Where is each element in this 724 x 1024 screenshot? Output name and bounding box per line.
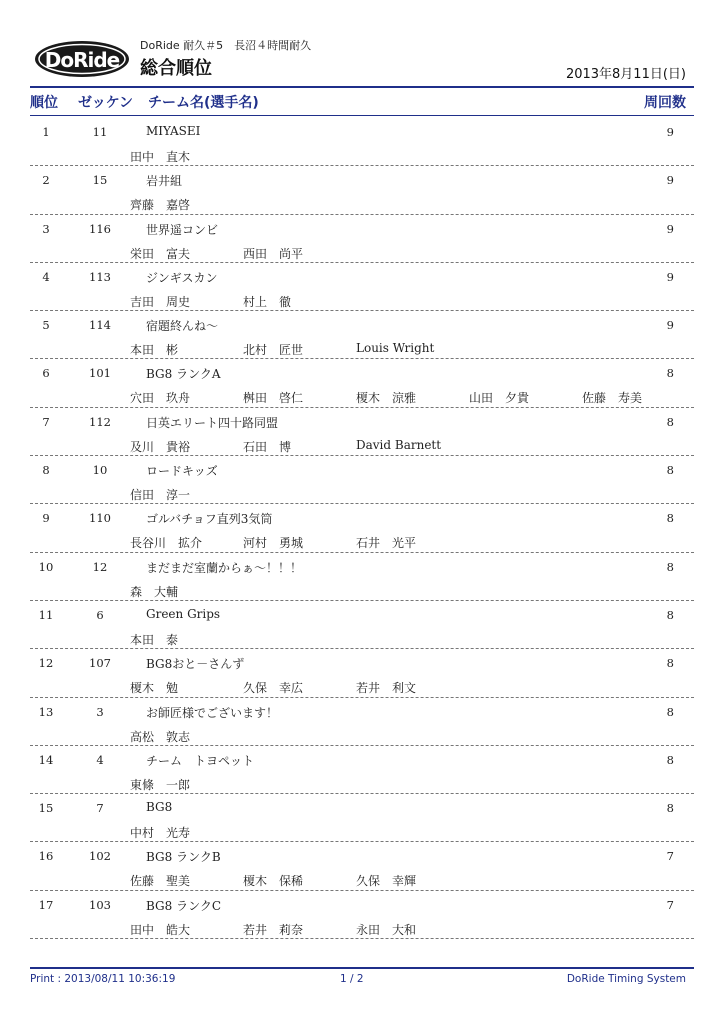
table-row <box>30 649 694 697</box>
rank-cell: 9 <box>42 511 50 526</box>
print-timestamp: Print : 2013/08/11 10:36:19 <box>30 973 176 985</box>
team-name: Green Grips <box>146 606 221 621</box>
table-row <box>30 118 694 166</box>
rank-cell: 8 <box>42 463 50 478</box>
laps-cell: 8 <box>666 656 674 671</box>
rider-name: 桝田 啓仁 <box>243 391 304 406</box>
header-divider <box>30 86 694 88</box>
system-name: DoRide Timing System <box>566 973 686 985</box>
laps-cell: 8 <box>666 801 674 816</box>
laps-cell: 7 <box>666 849 674 864</box>
rider-list <box>130 438 469 455</box>
team-name: ジンギスカン <box>146 270 218 285</box>
rank-cell: 12 <box>38 656 54 671</box>
laps-cell: 8 <box>666 607 674 622</box>
doride-logo <box>34 40 130 78</box>
team-name: 岩井組 <box>146 174 183 189</box>
team-name: まだまだ室蘭からぁ～！！！ <box>146 560 303 575</box>
rank-cell: 2 <box>42 173 50 188</box>
number-cell: 102 <box>89 849 111 864</box>
column-laps-label: 周回数 <box>644 95 686 111</box>
rider-list <box>130 921 469 938</box>
table-row <box>30 698 694 746</box>
rider-name: Louis Wright <box>356 341 435 356</box>
rider-name: 及川 貴裕 <box>130 439 191 454</box>
rider-name: 久保 幸広 <box>243 681 304 696</box>
table-row <box>30 408 694 456</box>
column-rank-label: 順位 <box>30 95 58 111</box>
rider-name: 若井 利文 <box>356 681 417 696</box>
table-row <box>30 842 694 890</box>
laps-cell: 8 <box>666 704 674 719</box>
rider-name: 永田 大和 <box>356 922 417 937</box>
rider-list <box>130 534 469 551</box>
team-name: 日英エリート四十路同盟 <box>146 415 279 430</box>
laps-cell: 8 <box>666 559 674 574</box>
team-name: 世界遥コンビ <box>146 222 219 237</box>
laps-cell: 9 <box>666 221 674 236</box>
rider-list <box>130 583 243 600</box>
laps-cell: 9 <box>666 269 674 284</box>
rider-list <box>130 196 243 213</box>
rank-cell: 16 <box>38 849 54 864</box>
rider-name: 若井 莉奈 <box>243 922 304 937</box>
table-row <box>30 263 694 311</box>
laps-cell: 8 <box>666 463 674 478</box>
table-row <box>30 504 694 552</box>
race-date: 2013年8月11日(日) <box>565 67 686 82</box>
rider-list <box>130 631 243 648</box>
table-row <box>30 359 694 407</box>
number-cell: 116 <box>89 221 111 236</box>
laps-cell: 9 <box>666 318 674 333</box>
table-row <box>30 794 694 842</box>
number-cell: 7 <box>96 801 104 816</box>
results-table <box>30 118 694 939</box>
rank-cell: 13 <box>38 704 54 719</box>
rider-list <box>130 341 469 358</box>
rider-name: 長谷川 拡介 <box>130 536 203 551</box>
rank-cell: 7 <box>42 414 50 429</box>
number-cell: 6 <box>96 607 104 622</box>
event-title: DoRide 耐久＃5 長沼４時間耐久 <box>140 39 312 52</box>
page-title: 総合順位 <box>140 58 212 79</box>
rider-list <box>130 728 243 745</box>
rider-list <box>130 872 469 889</box>
rank-cell: 5 <box>42 318 50 333</box>
rider-name: 西田 尚平 <box>243 246 304 261</box>
team-name: BG8 ランクC <box>146 898 222 913</box>
number-cell: 114 <box>89 318 111 333</box>
laps-cell: 9 <box>666 125 674 139</box>
rider-name: 榎木 涼雅 <box>356 391 417 406</box>
team-name: BG8 ランクA <box>146 367 221 382</box>
column-header-divider <box>30 115 694 116</box>
table-row <box>30 456 694 504</box>
rank-cell: 10 <box>38 559 54 574</box>
column-header <box>30 90 686 114</box>
rider-name: 榎木 保稀 <box>243 874 304 889</box>
table-row <box>30 601 694 649</box>
number-cell: 112 <box>89 414 111 429</box>
laps-cell: 8 <box>666 511 674 526</box>
number-cell: 110 <box>89 511 111 526</box>
laps-cell: 9 <box>666 173 674 188</box>
rider-name: 石井 光平 <box>356 536 417 551</box>
laps-cell: 7 <box>666 897 674 912</box>
rank-cell: 3 <box>42 221 50 236</box>
rider-list <box>130 679 469 696</box>
rider-name: 高松 敦志 <box>130 729 191 744</box>
rider-list <box>130 148 243 165</box>
column-number-label: ゼッケン <box>78 95 134 111</box>
rank-cell: 11 <box>38 607 54 622</box>
laps-cell: 8 <box>666 752 674 767</box>
number-cell: 10 <box>92 463 108 478</box>
column-team-label: チーム名(選手名) <box>148 95 259 111</box>
rider-name: 久保 幸輝 <box>356 874 417 889</box>
rank-cell: 6 <box>42 366 50 381</box>
page-number: 1 / 2 <box>340 973 364 985</box>
rider-name: 本田 泰 <box>130 632 179 647</box>
number-cell: 103 <box>89 897 111 912</box>
team-name: 宿題終んね～ <box>146 319 219 334</box>
rider-name: 穴田 玖舟 <box>130 391 191 406</box>
number-cell: 4 <box>96 752 104 767</box>
rider-name: 栄田 富夫 <box>130 246 191 261</box>
number-cell: 3 <box>96 704 104 719</box>
number-cell: 11 <box>92 125 108 139</box>
team-name: MIYASEI <box>146 124 201 138</box>
team-name: BG8 ランクB <box>146 850 221 865</box>
team-name: ロードキッズ <box>146 464 218 479</box>
table-row <box>30 553 694 601</box>
rank-cell: 4 <box>42 269 50 284</box>
rider-name: 東條 一郎 <box>130 777 191 792</box>
footer-divider <box>30 967 694 969</box>
number-cell: 15 <box>92 173 108 188</box>
rider-list <box>130 776 243 793</box>
rider-name: 森 大輔 <box>130 584 179 599</box>
rider-name: 田中 直木 <box>130 150 191 164</box>
logo-text: DoRide <box>44 48 120 72</box>
rider-name: 石田 博 <box>243 439 292 454</box>
rider-name: 中村 光寿 <box>130 826 191 841</box>
team-name: チーム トヨペット <box>146 753 255 768</box>
rider-name: 山田 夕貴 <box>469 391 530 406</box>
rank-cell: 17 <box>38 897 54 912</box>
table-row <box>30 166 694 214</box>
table-row <box>30 746 694 794</box>
rider-name: 信田 淳一 <box>130 488 191 503</box>
number-cell: 113 <box>89 269 111 284</box>
rider-name: 吉田 周史 <box>130 294 191 309</box>
rank-cell: 14 <box>38 752 54 767</box>
rider-list <box>130 486 243 503</box>
number-cell: 107 <box>89 656 111 671</box>
rider-name: 本田 彬 <box>130 343 179 358</box>
rider-name: 齊藤 嘉啓 <box>130 198 191 213</box>
rank-cell: 15 <box>38 801 54 816</box>
rider-name: 榎木 勉 <box>130 681 179 696</box>
team-name: BG8おと－さんず <box>146 657 245 672</box>
rider-name: 田中 皓大 <box>130 922 191 937</box>
rider-name: 佐藤 寿美 <box>582 391 643 406</box>
rider-name: 村上 徹 <box>243 294 292 309</box>
laps-cell: 8 <box>666 414 674 429</box>
rider-list <box>130 293 356 310</box>
rider-list <box>130 245 356 262</box>
table-row <box>30 215 694 263</box>
rider-name: 北村 匠世 <box>243 343 304 358</box>
team-name: BG8 <box>146 800 173 815</box>
rank-cell: 1 <box>42 125 50 139</box>
table-row <box>30 311 694 359</box>
rider-name: 佐藤 聖美 <box>130 874 191 889</box>
table-row <box>30 891 694 939</box>
laps-cell: 8 <box>666 366 674 381</box>
team-name: お師匠様でございます！ <box>146 705 279 720</box>
number-cell: 101 <box>89 366 111 381</box>
rider-list <box>130 824 243 841</box>
rider-list <box>130 389 695 406</box>
number-cell: 12 <box>92 559 108 574</box>
rider-name: 河村 勇城 <box>243 536 304 551</box>
team-name: ゴルバチョフ直列3気筒 <box>146 512 273 527</box>
rider-name: David Barnett <box>356 437 442 452</box>
